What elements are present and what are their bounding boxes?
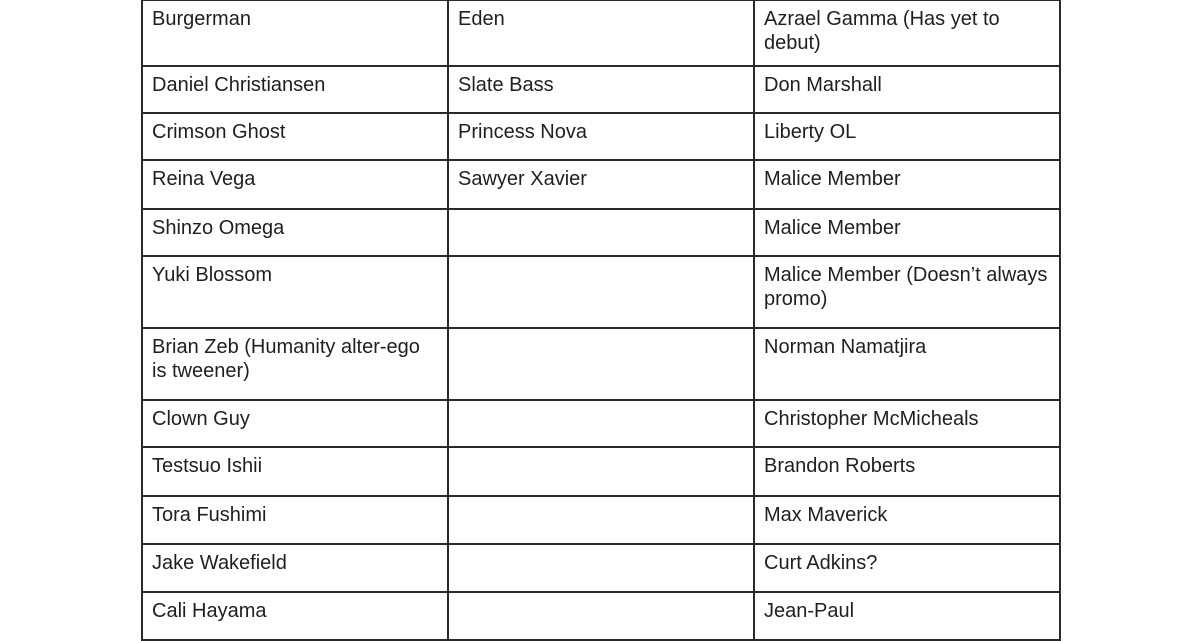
table-cell: Norman Namatjira bbox=[754, 328, 1060, 400]
table-cell: Slate Bass bbox=[448, 66, 754, 113]
table-cell: Tora Fushimi bbox=[142, 496, 448, 544]
table-cell: Christopher McMicheals bbox=[754, 400, 1060, 447]
table-cell: Crimson Ghost bbox=[142, 113, 448, 160]
table-cell: Don Marshall bbox=[754, 66, 1060, 113]
table-cell bbox=[448, 496, 754, 544]
table-cell: Clown Guy bbox=[142, 400, 448, 447]
table-cell: Reina Vega bbox=[142, 160, 448, 209]
table-cell bbox=[448, 256, 754, 328]
table-cell: Malice Member bbox=[754, 209, 1060, 256]
table-cell: Jake Wakefield bbox=[142, 544, 448, 592]
table-row bbox=[142, 256, 1060, 328]
table-row bbox=[142, 328, 1060, 400]
table-row bbox=[142, 0, 1060, 66]
table-cell bbox=[448, 592, 754, 640]
table-cell bbox=[448, 447, 754, 496]
table-cell bbox=[448, 544, 754, 592]
table-cell: Liberty OL bbox=[754, 113, 1060, 160]
table-row bbox=[142, 496, 1060, 544]
table-cell: Sawyer Xavier bbox=[448, 160, 754, 209]
table-cell bbox=[448, 328, 754, 400]
table-row bbox=[142, 592, 1060, 640]
table-row bbox=[142, 544, 1060, 592]
table-cell: Princess Nova bbox=[448, 113, 754, 160]
table-cell: Brandon Roberts bbox=[754, 447, 1060, 496]
table-cell: Shinzo Omega bbox=[142, 209, 448, 256]
table-row bbox=[142, 447, 1060, 496]
table-cell: Burgerman bbox=[142, 0, 448, 66]
table-cell bbox=[448, 209, 754, 256]
table-row bbox=[142, 400, 1060, 447]
table-row bbox=[142, 209, 1060, 256]
table-cell: Malice Member bbox=[754, 160, 1060, 209]
roster-table bbox=[141, 0, 1061, 641]
table-cell: Yuki Blossom bbox=[142, 256, 448, 328]
table-cell: Azrael Gamma (Has yet to debut) bbox=[754, 0, 1060, 66]
table-cell: Curt Adkins? bbox=[754, 544, 1060, 592]
table-cell bbox=[448, 400, 754, 447]
table-cell: Cali Hayama bbox=[142, 592, 448, 640]
table-cell: Malice Member (Doesn’t always promo) bbox=[754, 256, 1060, 328]
table-cell: Testsuo Ishii bbox=[142, 447, 448, 496]
table-cell: Max Maverick bbox=[754, 496, 1060, 544]
table-cell: Daniel Christiansen bbox=[142, 66, 448, 113]
table-cell: Brian Zeb (Humanity alter-ego is tweener) bbox=[142, 328, 448, 400]
table-row bbox=[142, 113, 1060, 160]
table-row bbox=[142, 160, 1060, 209]
table-cell: Jean-Paul bbox=[754, 592, 1060, 640]
table-row bbox=[142, 66, 1060, 113]
table-cell: Eden bbox=[448, 0, 754, 66]
